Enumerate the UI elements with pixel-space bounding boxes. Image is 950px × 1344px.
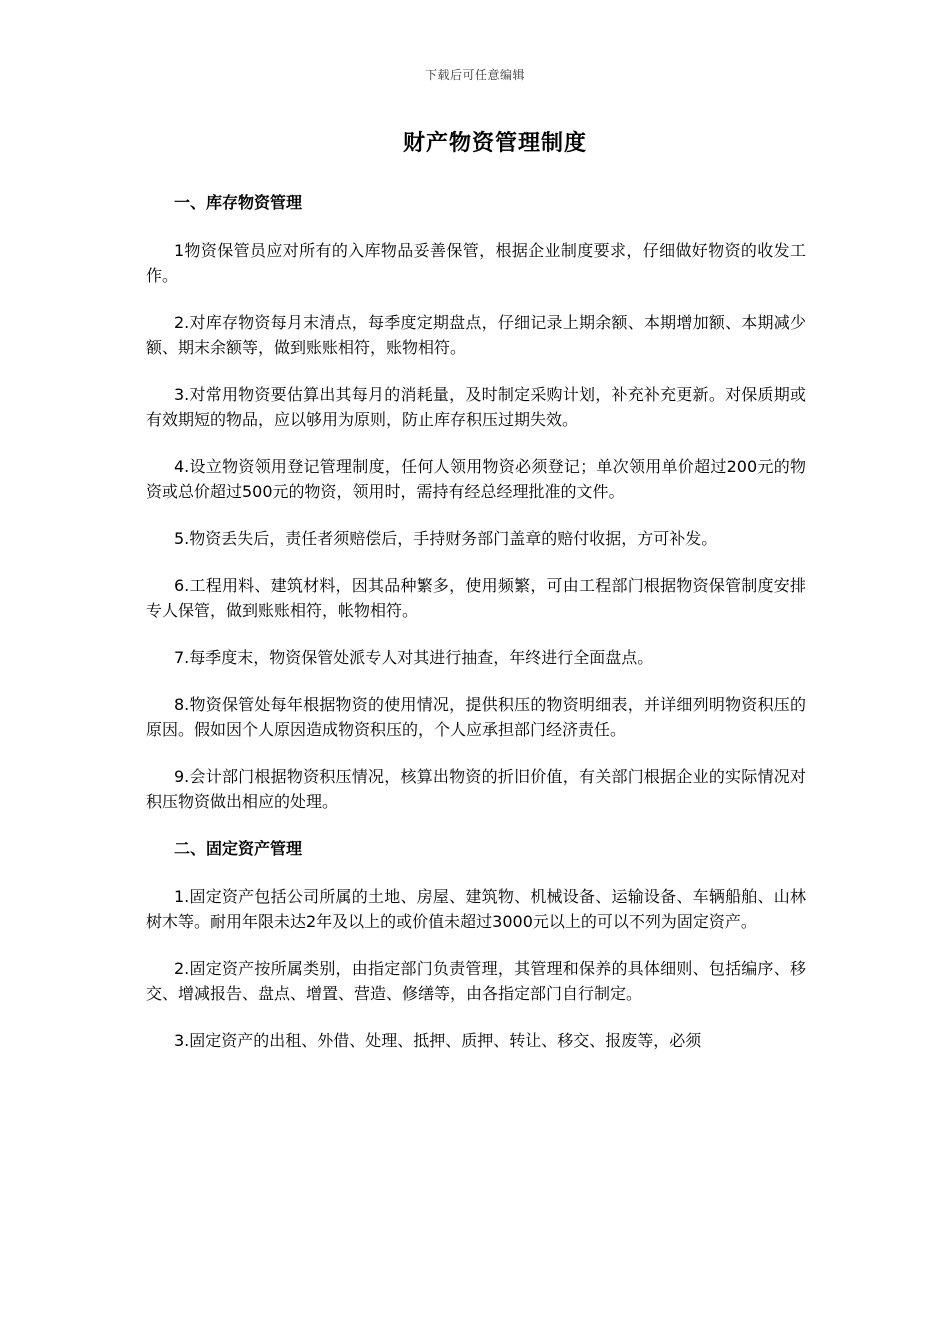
section-heading-inventory: 一、库存物资管理	[174, 193, 303, 212]
document-body	[146, 190, 806, 1075]
paragraph: 2.对库存物资每月末清点，每季度定期盘点，仔细记录上期余额、本期增加额、本期减少额、期末余额等，做到账账相符，账物相符。	[146, 313, 806, 357]
paragraph: 9.会计部门根据物资积压情况，核算出物资的折旧价值，有关部门根据企业的实际情况对积压物资做出相应的处理。	[146, 767, 806, 811]
paragraph: 2.固定资产按所属类别，由指定部门负责管理，其管理和保养的具体细则、包括编序、移交、增减报告、盘点、增置、营造、修缮等，由各指定部门自行制定。	[146, 959, 806, 1003]
page-title: 财产物资管理制度	[402, 131, 587, 156]
paragraph: 6.工程用料、建筑材料，因其品种繁多，使用频繁，可由工程部门根据物资保管制度安排专人保管，做到账账相符，帐物相符。	[146, 576, 806, 620]
paragraph: 1.固定资产包括公司所属的土地、房屋、建筑物、机械设备、运输设备、车辆船舶、山林树木等。耐用年限未达2年及以上的或价值未超过3000元以上的可以不列为固定资产。	[146, 887, 806, 931]
section-heading-fixed-assets: 二、固定资产管理	[174, 839, 303, 858]
paragraph: 4.设立物资领用登记管理制度，任何人领用物资必须登记；单次领用单价超过200元的物资或总价超过500元的物资，领用时，需持有经总经理批准的文件。	[146, 457, 806, 501]
header-note: 下载后可任意编辑	[424, 68, 525, 82]
paragraph: 3.固定资产的出租、外借、处理、抵押、质押、转让、移交、报废等，必须	[174, 1031, 702, 1050]
paragraph: 7.每季度末，物资保管处派专人对其进行抽查，年终进行全面盘点。	[174, 648, 654, 667]
paragraph: 1物资保管员应对所有的入库物品妥善保管，根据企业制度要求，仔细做好物资的收发工作。	[146, 241, 806, 285]
paragraph: 3.对常用物资要估算出其每月的消耗量，及时制定采购计划，补充补充更新。对保质期或有效期短的物品，应以够用为原则，防止库存积压过期失效。	[146, 385, 806, 429]
paragraph: 8.物资保管处每年根据物资的使用情况，提供积压的物资明细表，并详细列明物资积压的原因。假如因个人原因造成物资积压的，个人应承担部门经济责任。	[146, 695, 806, 739]
paragraph: 5.物资丢失后，责任者须赔偿后，手持财务部门盖章的赔付收据，方可补发。	[174, 529, 718, 548]
